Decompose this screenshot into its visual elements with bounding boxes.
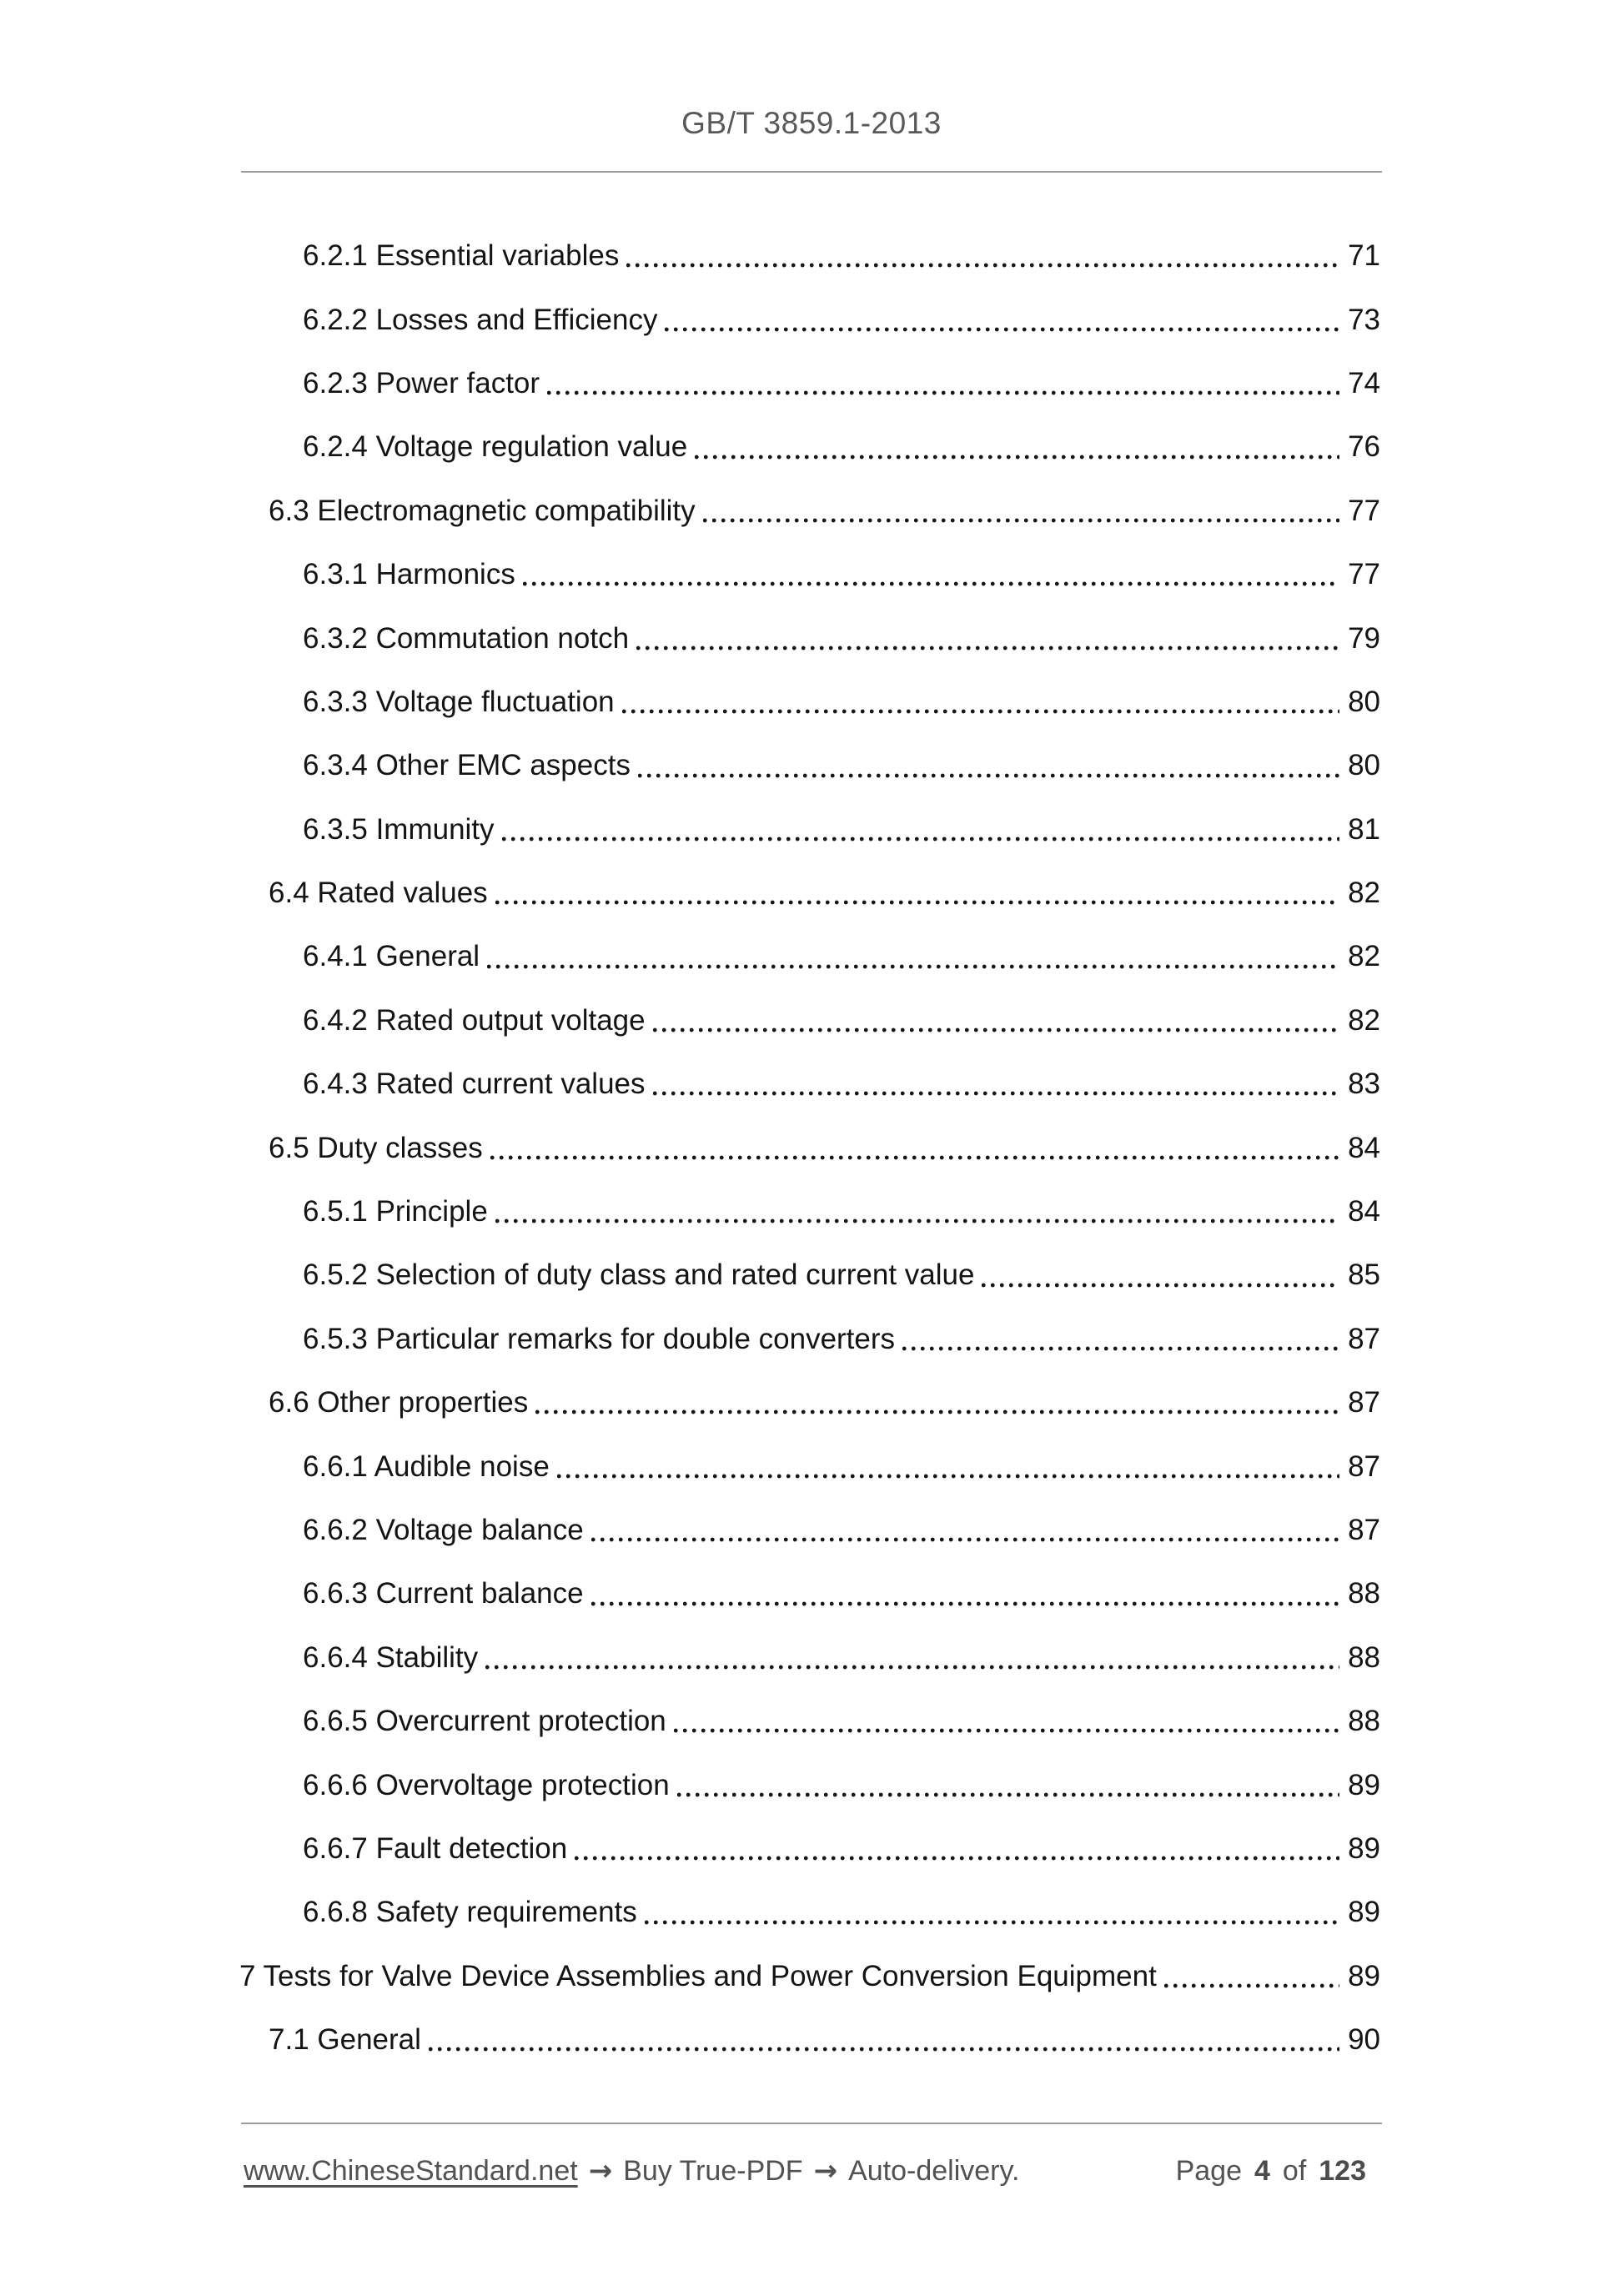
- toc-entry-page: 77: [1348, 494, 1380, 527]
- toc-entry-page: 81: [1348, 812, 1380, 846]
- dot-leader: [703, 480, 1339, 543]
- toc-entry-page: 88: [1348, 1705, 1380, 1738]
- toc-entry-label: 6.4 Rated values: [269, 877, 488, 910]
- toc-entry-label: 6.4.3 Rated current values: [303, 1068, 646, 1101]
- dot-leader: [487, 925, 1339, 988]
- of-word: of: [1282, 2155, 1307, 2187]
- toc-entry[interactable]: [239, 1243, 1380, 1307]
- dot-leader: [502, 798, 1340, 862]
- dot-leader: [547, 352, 1339, 415]
- toc-entry[interactable]: [239, 480, 1380, 543]
- buy-pdf-text: Buy True-PDF: [623, 2155, 803, 2187]
- dot-leader: [575, 1817, 1339, 1881]
- total-page-number: 123: [1319, 2155, 1366, 2187]
- toc-entry-page: 84: [1348, 1131, 1380, 1164]
- header-divider: [241, 171, 1382, 173]
- toc-entry-page: 71: [1348, 239, 1380, 273]
- toc-entry-page: 88: [1348, 1640, 1380, 1674]
- toc-entry[interactable]: [239, 1690, 1380, 1753]
- toc-entry-page: 87: [1348, 1514, 1380, 1546]
- dot-leader: [557, 1434, 1339, 1498]
- toc-entry-page: 73: [1348, 303, 1380, 336]
- arrow-right-icon: →: [813, 2154, 838, 2188]
- toc-entry[interactable]: [239, 224, 1380, 288]
- toc-entry-label: 6.5 Duty classes: [269, 1131, 483, 1164]
- dot-leader: [626, 224, 1339, 288]
- toc-entry-label: 6.3.4 Other EMC aspects: [303, 749, 631, 782]
- toc-entry[interactable]: [239, 798, 1380, 862]
- dot-leader: [674, 1690, 1339, 1753]
- dot-leader: [523, 543, 1339, 606]
- dot-leader: [677, 1753, 1339, 1816]
- toc-entry[interactable]: [239, 1626, 1380, 1690]
- toc-entry-page: 76: [1348, 430, 1380, 464]
- dot-leader: [495, 862, 1339, 925]
- dot-leader: [1164, 1945, 1339, 2008]
- toc-entry-page: 84: [1348, 1195, 1380, 1228]
- toc-entry-page: 89: [1348, 1831, 1380, 1865]
- dot-leader: [645, 1881, 1339, 1944]
- dot-leader: [490, 1116, 1339, 1179]
- toc-entry-label: 6.6.2 Voltage balance: [303, 1514, 584, 1546]
- toc-entry-label: 6.3.3 Voltage fluctuation: [303, 685, 615, 718]
- toc-entry-page: 83: [1348, 1068, 1380, 1101]
- toc-list: [239, 224, 1380, 2072]
- footer-divider: [241, 2123, 1382, 2124]
- toc-entry[interactable]: [239, 1817, 1380, 1881]
- toc-entry-page: 90: [1348, 2023, 1380, 2057]
- toc-entry-label: 6.2.1 Essential variables: [303, 239, 620, 273]
- dot-leader: [636, 606, 1339, 670]
- document-number-header: GB/T 3859.1-2013: [681, 106, 942, 140]
- toc-entry-label: 6.6.8 Safety requirements: [303, 1896, 637, 1929]
- toc-entry-label: 6.4.1 General: [303, 940, 480, 973]
- dot-leader: [591, 1562, 1339, 1625]
- toc-entry[interactable]: [239, 1371, 1380, 1434]
- toc-entry[interactable]: [239, 1499, 1380, 1562]
- toc-entry-page: 82: [1348, 940, 1380, 973]
- toc-entry-label: 6.3 Electromagnetic compatibility: [269, 494, 696, 527]
- toc-entry-page: 74: [1348, 366, 1380, 399]
- toc-entry-label: 6.6.5 Overcurrent protection: [303, 1705, 666, 1738]
- toc-entry[interactable]: [239, 606, 1380, 670]
- toc-entry-label: 6.6.6 Overvoltage protection: [303, 1768, 670, 1801]
- toc-entry[interactable]: [239, 415, 1380, 479]
- toc-entry-label: 6.6.4 Stability: [303, 1640, 479, 1674]
- toc-entry[interactable]: [239, 671, 1380, 734]
- toc-entry[interactable]: [239, 1881, 1380, 1944]
- dot-leader: [665, 288, 1339, 351]
- toc-entry-label: 6.2.4 Voltage regulation value: [303, 430, 688, 464]
- page-indicator: [1176, 2155, 1379, 2188]
- toc-entry[interactable]: [239, 352, 1380, 415]
- toc-entry[interactable]: [239, 1434, 1380, 1498]
- dot-leader: [622, 671, 1339, 734]
- current-page-number: 4: [1254, 2155, 1270, 2187]
- toc-entry-page: 89: [1348, 1768, 1380, 1801]
- toc-entry[interactable]: [239, 1753, 1380, 1816]
- toc-entry-label: 6.6.7 Fault detection: [303, 1831, 568, 1865]
- toc-entry-page: 87: [1348, 1322, 1380, 1355]
- toc-entry[interactable]: [239, 1308, 1380, 1371]
- toc-entry-page: 82: [1348, 877, 1380, 910]
- dot-leader: [982, 1243, 1339, 1307]
- toc-entry-page: 89: [1348, 1959, 1380, 1992]
- toc-entry-label: 6.5.2 Selection of duty class and rated current value: [303, 1259, 975, 1292]
- dot-leader: [591, 1499, 1339, 1562]
- toc-entry[interactable]: [239, 1116, 1380, 1179]
- toc-entry-label: 7 Tests for Valve Device Assemblies and Power Conversion Equipment: [239, 1959, 1157, 1992]
- toc-entry[interactable]: [239, 1945, 1380, 2008]
- toc-entry[interactable]: [239, 1562, 1380, 1625]
- toc-entry-page: 80: [1348, 749, 1380, 782]
- dot-leader: [902, 1308, 1339, 1371]
- toc-entry-label: 6.6.1 Audible noise: [303, 1449, 550, 1483]
- toc-entry[interactable]: [239, 734, 1380, 797]
- toc-entry-page: 77: [1348, 558, 1380, 591]
- toc-entry-page: 87: [1348, 1386, 1380, 1419]
- dot-leader: [638, 734, 1339, 797]
- toc-entry[interactable]: [239, 543, 1380, 606]
- toc-entry-page: 82: [1348, 1003, 1380, 1037]
- toc-entry[interactable]: [239, 2008, 1380, 2072]
- dot-leader: [653, 989, 1339, 1053]
- arrow-right-icon: →: [588, 2154, 613, 2188]
- toc-entry[interactable]: [239, 1053, 1380, 1116]
- toc-entry-label: 6.2.2 Losses and Efficiency: [303, 303, 658, 336]
- dot-leader: [535, 1371, 1339, 1434]
- toc-entry-label: 7.1 General: [269, 2023, 421, 2057]
- toc-entry-page: 87: [1348, 1449, 1380, 1483]
- toc-entry[interactable]: [239, 862, 1380, 925]
- page-word: Page: [1175, 2155, 1242, 2187]
- toc-entry-label: 6.6 Other properties: [269, 1386, 529, 1419]
- toc-entry-label: 6.6.3 Current balance: [303, 1577, 584, 1610]
- footer-promo: [244, 2154, 1019, 2188]
- toc-entry-label: 6.5.3 Particular remarks for double converters: [303, 1322, 896, 1355]
- toc-entry-label: 6.3.1 Harmonics: [303, 558, 515, 591]
- dot-leader: [495, 1180, 1339, 1243]
- toc-entry-page: 85: [1348, 1259, 1380, 1292]
- dot-leader: [429, 2008, 1339, 2072]
- toc-entry-page: 79: [1348, 621, 1380, 655]
- toc-entry-page: 80: [1348, 685, 1380, 718]
- toc-entry-label: 6.3.2 Commutation notch: [303, 621, 630, 655]
- dot-leader: [485, 1626, 1339, 1690]
- toc-entry-page: 89: [1348, 1896, 1380, 1929]
- footer: [244, 2154, 1379, 2188]
- toc-entry-label: 6.5.1 Principle: [303, 1195, 488, 1228]
- toc-entry[interactable]: [239, 989, 1380, 1053]
- toc-entry[interactable]: [239, 1180, 1380, 1243]
- toc-entry-label: 6.3.5 Immunity: [303, 812, 495, 846]
- toc-entry-page: 88: [1348, 1577, 1380, 1610]
- dot-leader: [653, 1053, 1340, 1116]
- toc-entry[interactable]: [239, 925, 1380, 988]
- toc-entry[interactable]: [239, 288, 1380, 351]
- auto-delivery-text: Auto-delivery.: [848, 2155, 1020, 2187]
- toc-entry-label: 6.4.2 Rated output voltage: [303, 1003, 646, 1037]
- toc-entry-label: 6.2.3 Power factor: [303, 366, 540, 399]
- site-link[interactable]: www.ChineseStandard.net: [244, 2155, 578, 2187]
- dot-leader: [695, 415, 1339, 479]
